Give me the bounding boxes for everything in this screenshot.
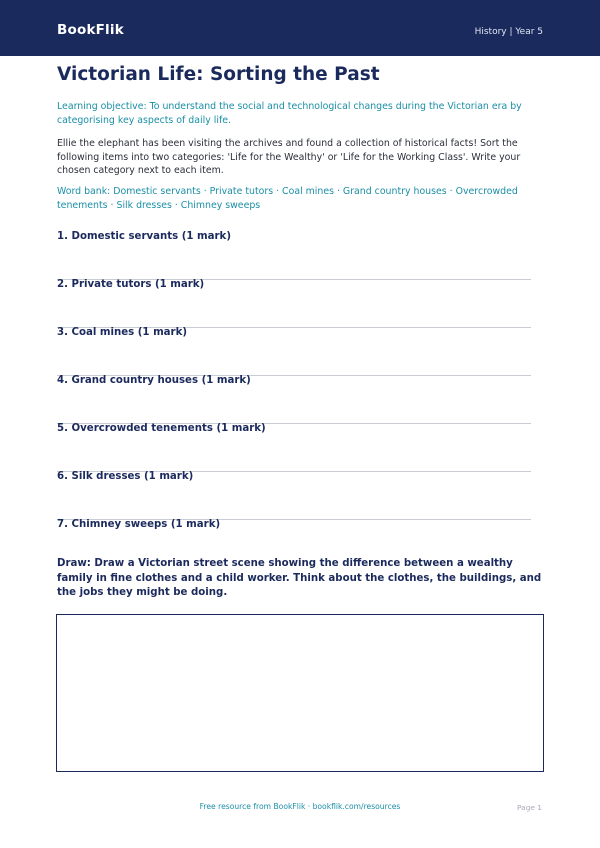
- learning-objective: Learning objective: To understand the social and technological changes during the Victorian era by categorising key aspects of daily life.: [57, 101, 522, 126]
- instructions-text: Ellie the elephant has been visiting the archives and found a collection of historical facts! Sort the following items into two categories: 'Life for the Wealthy' or 'Life for the Working Class'. Write your chosen category next to each item.: [57, 138, 521, 176]
- question-3: [57, 327, 531, 338]
- question-6: [57, 471, 531, 482]
- question-label: 6. Silk dresses (1 mark): [57, 471, 194, 482]
- header-bar: [0, 0, 600, 56]
- question-label: 4. Grand country houses (1 mark): [57, 375, 251, 386]
- question-label: 5. Overcrowded tenements (1 mark): [57, 423, 266, 434]
- question-label: 3. Coal mines (1 mark): [57, 327, 188, 338]
- subject-year-meta: History | Year 5: [474, 27, 543, 37]
- page-number: Page 1: [517, 803, 542, 812]
- worksheet-title: Victorian Life: Sorting the Past: [57, 64, 380, 85]
- footer-text: Free resource from BookFlik · bookflik.com/resources: [199, 802, 401, 811]
- question-5: [57, 423, 531, 434]
- drawing-area[interactable]: [56, 614, 544, 772]
- question-label: 1. Domestic servants (1 mark): [57, 231, 231, 242]
- question-1: [57, 231, 531, 242]
- question-7: [57, 519, 531, 530]
- question-label: 7. Chimney sweeps (1 mark): [57, 519, 221, 530]
- question-2: [57, 279, 531, 290]
- draw-prompt: Draw: Draw a Victorian street scene showing the difference between a wealthy family in fine clothes and a child worker. Think about the clothes, the buildings, and the jobs they might be doing.: [57, 558, 542, 598]
- brand-logo-text: BookFlik: [57, 22, 124, 38]
- word-bank: Word bank: Domestic servants · Private tutors · Coal mines · Grand country houses · Overcrowded tenements · Silk dresses · Chimney sweeps: [57, 186, 518, 211]
- question-label: 2. Private tutors (1 mark): [57, 279, 205, 290]
- question-4: [57, 375, 531, 386]
